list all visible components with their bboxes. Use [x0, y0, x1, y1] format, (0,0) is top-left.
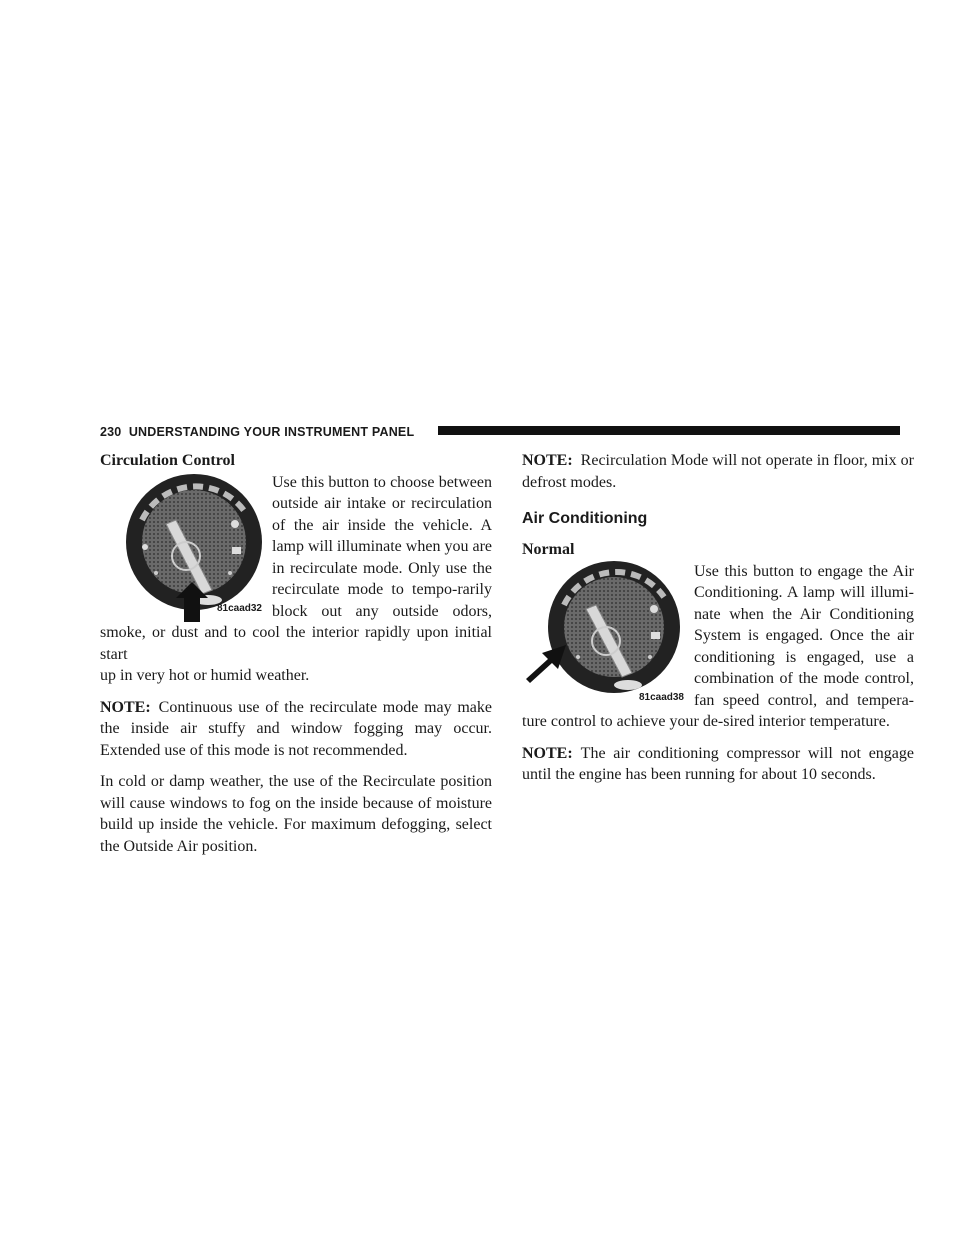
left-column: [100, 450, 492, 857]
figure-code: 81caad32: [216, 603, 262, 614]
ac-wrap-text: Use this button to engage the Air Conditioning. A lamp will illumi-nate when the Air Conditioning System is engaged. Once the air conditioning is engaged, use a combination of the mode control, fan speed control, and tempera-ture control to achieve your de-sired interior temperature.: [522, 562, 914, 730]
page-header-text: [100, 423, 414, 441]
note-label: NOTE:: [100, 698, 151, 716]
air-conditioning-figure: [522, 561, 690, 711]
normal-subheading: Normal: [522, 541, 575, 558]
figure-code: 81caad38: [638, 692, 684, 703]
right-column: [522, 450, 914, 786]
compressor-note: [522, 743, 914, 786]
note-text: Recirculation Mode will not operate in floor, mix or defrost modes.: [522, 452, 914, 491]
circulation-wrap-tail: up in very hot or humid weather.: [100, 667, 310, 684]
page-number: 230: [100, 425, 122, 439]
header-rule: [438, 426, 900, 435]
recirculation-mode-note: [522, 450, 914, 493]
note-label: NOTE:: [522, 452, 573, 469]
circulation-control-heading: Circulation Control: [100, 452, 235, 469]
page-header: [100, 423, 900, 441]
circulation-control-figure: [100, 472, 268, 622]
section-title: UNDERSTANDING YOUR INSTRUMENT PANEL: [128, 425, 415, 439]
cold-weather-paragraph: In cold or damp weather, the use of the Recirculate position will cause windows to fog on the inside because of moisture build up inside the vehicle. For maximum defogging, select the Outside Air position.: [100, 773, 492, 855]
recirculate-note: [100, 697, 492, 762]
note-label: NOTE:: [522, 744, 573, 762]
ac-figure-block: [522, 561, 914, 733]
air-conditioning-heading: Air Conditioning: [522, 510, 648, 527]
note-text: The air conditioning compressor will not engage until the engine has been running for about 10 seconds.: [522, 744, 914, 783]
circulation-wrap-text: Use this button to choose between outside air intake or recirculation of the air inside the vehicle. A lamp will illuminate when you are in recirculate mode. Only use the recirculate mode to tempo-rarily block out any outside odors, smoke, or dust and to cool the interior rapidly upon initial start: [100, 473, 492, 663]
circulation-figure-block: [100, 472, 492, 666]
note-text: Continuous use of the recirculate mode may make the inside air stuffy and window fogging may occur. Extended use of this mode is not recommended.: [100, 698, 492, 759]
